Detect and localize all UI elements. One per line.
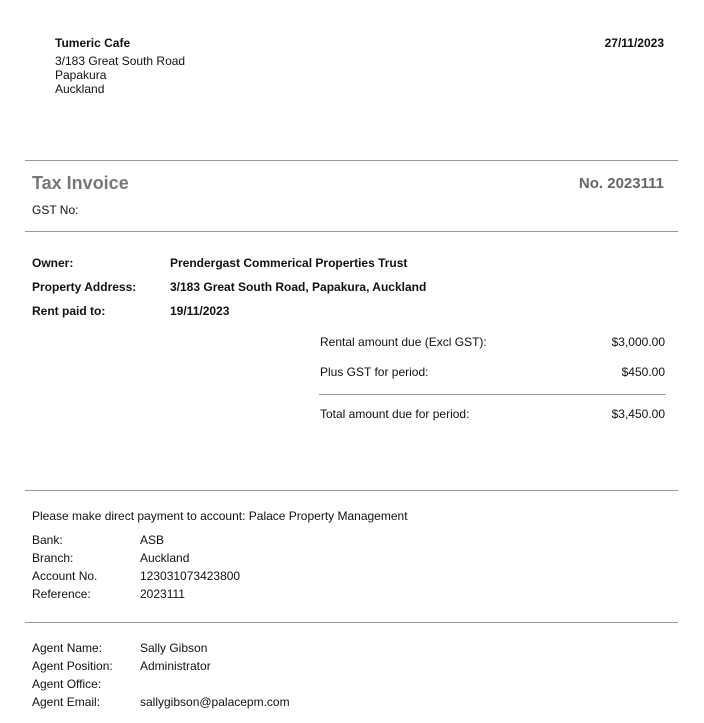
agent-name-label: Agent Name: [32,641,103,655]
page-title: Tax Invoice [32,173,129,193]
rent-paid-to-value: 19/11/2023 [170,304,230,318]
branch-value: Auckland [140,551,190,565]
gst-number-label: GST No: [32,203,79,217]
total-amount-value: $3,450.00 [611,407,665,421]
divider [25,490,678,491]
agent-office-label: Agent Office: [32,677,102,691]
payment-instructions: Please make direct payment to account: Palace Property Management [32,509,408,523]
business-address-line2: Papakura [55,68,107,82]
invoice-date: 27/11/2023 [604,36,664,50]
total-amount-label: Total amount due for period: [320,407,470,421]
total-divider [319,394,666,395]
rental-amount-label: Rental amount due (Excl GST): [320,335,487,349]
property-address-label: Property Address: [32,280,137,294]
business-address-line3: Auckland [55,82,105,96]
account-number-value: 123031073423800 [140,569,241,583]
agent-position-value: Administrator [140,659,211,673]
agent-name-value: Sally Gibson [140,641,208,655]
bank-label: Bank: [32,533,63,547]
gst-amount-value: $450.00 [621,365,665,379]
business-address-line1: 3/183 Great South Road [55,54,186,68]
owner-label: Owner: [32,256,74,270]
property-address-value: 3/183 Great South Road, Papakura, Auckland [170,280,427,294]
reference-label: Reference: [32,587,91,601]
rent-paid-to-label: Rent paid to: [32,304,106,318]
business-name: Tumeric Cafe [55,36,131,50]
divider [25,231,678,232]
gst-amount-label: Plus GST for period: [320,365,429,379]
account-number-label: Account No. [32,569,98,583]
divider [25,160,678,161]
agent-position-label: Agent Position: [32,659,113,673]
reference-value: 2023111 [140,587,185,601]
agent-email-label: Agent Email: [32,695,101,709]
branch-label: Branch: [32,551,74,565]
rental-amount-value: $3,000.00 [611,335,665,349]
invoice-number: No. 2023111 [578,175,664,192]
bank-value: ASB [140,533,165,547]
agent-email-value[interactable]: sallygibson@palacepm.com [140,695,290,709]
owner-value: Prendergast Commerical Properties Trust [170,256,408,270]
divider [25,622,678,623]
